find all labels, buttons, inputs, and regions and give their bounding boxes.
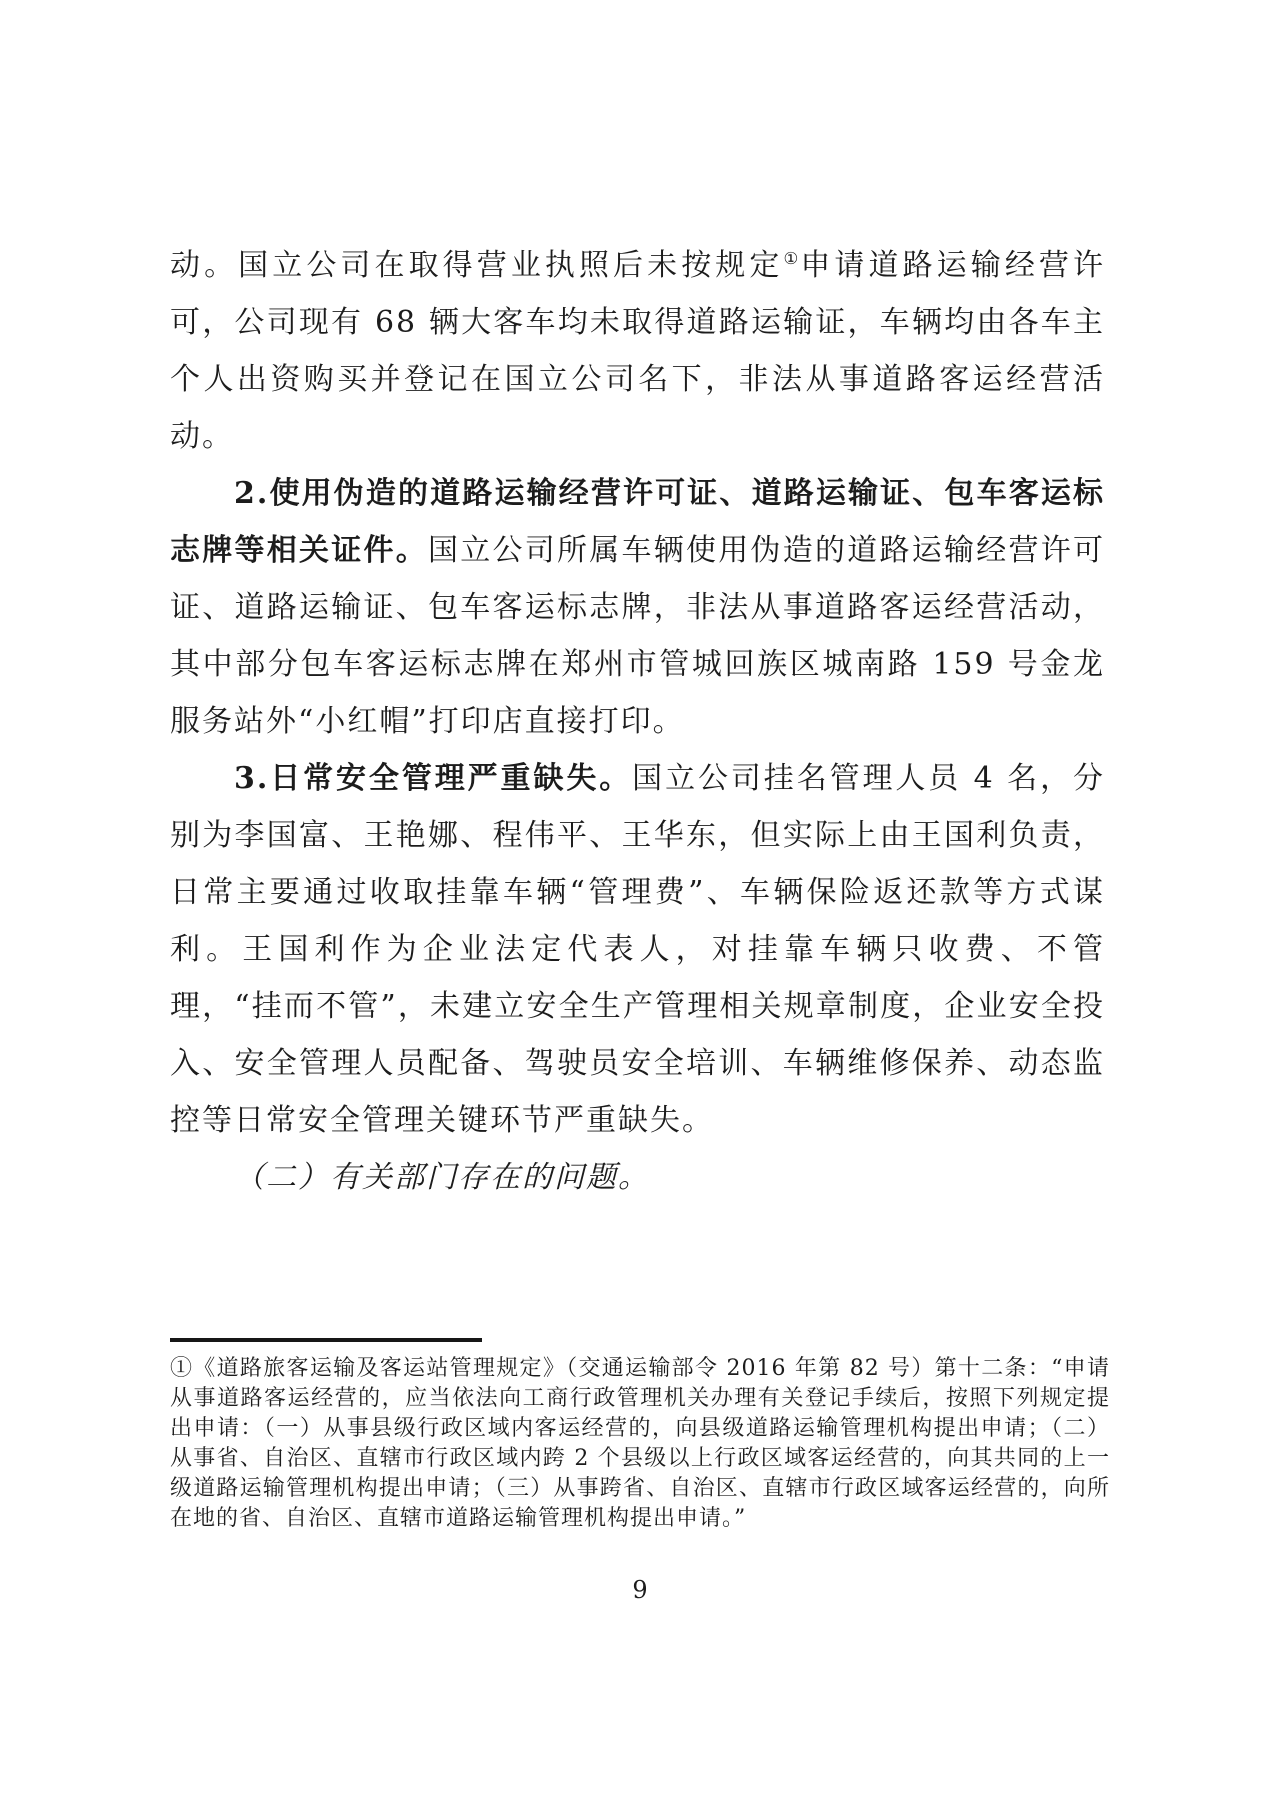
- footnote-area: [170, 1338, 1110, 1534]
- para-item-3: [170, 750, 1105, 1149]
- text-segment: 动。国立公司在取得营业执照后未按规定: [170, 248, 784, 283]
- document-body: [170, 237, 1105, 1206]
- footnote-divider: [170, 1338, 482, 1342]
- text-segment: 3.日常安全管理严重缺失。: [234, 761, 633, 796]
- text-segment: 申请道路运输经营许可，公司现有 68 辆大客车均未取得道路运输证，车辆均由各车主个人出资购买并登记在国立公司名下，非法从事道路客运经营活动。: [170, 248, 1105, 454]
- footnote-reference-marker: ①: [783, 249, 801, 268]
- text-segment: 2.使用伪造的道路运输经营许可证、道路运输证、包车客运标志牌等相关证件。: [170, 476, 1105, 568]
- para-continuation: [170, 237, 1105, 465]
- text-segment: （二）有关部门存在的问题。: [234, 1160, 650, 1195]
- text-segment: 国立公司所属车辆使用伪造的道路运输经营许可证、道路运输证、包车客运标志牌，非法从事道路客运经营活动，其中部分包车客运标志牌在郑州市管城回族区城南路 159 号金龙服务站外“小红帽”打印店直接打印。: [170, 533, 1105, 739]
- text-segment: 国立公司挂名管理人员 4 名，分别为李国富、王艳娜、程伟平、王华东，但实际上由王国利负责，日常主要通过收取挂靠车辆“管理费”、车辆保险返还款等方式谋利。王国利作为企业法定代表人，对挂靠车辆只收费、不管理，“挂而不管”，未建立安全生产管理相关规章制度，企业安全投入、安全管理人员配备、驾驶员安全培训、车辆维修保养、动态监控等日常安全管理关键环节严重缺失。: [170, 761, 1105, 1138]
- para-item-2: [170, 465, 1105, 750]
- page-number: 9: [632, 1576, 648, 1604]
- para-subsection-heading: [170, 1149, 1105, 1206]
- footnote-text: ①《道路旅客运输及客运站管理规定》（交通运输部令 2016 年第 82 号）第十二条：“申请从事道路客运经营的，应当依法向工商行政管理机关办理有关登记手续后，按照下列规定提出申请：（一）从事县级行政区域内客运经营的，向县级道路运输管理机构提出申请；（二）从事省、自治区、直辖市行政区域内跨 2 个县级以上行政区域客运经营的，向其共同的上一级道路运输管理机构提出申请；（三）从事跨省、自治区、直辖市行政区域客运经营的，向所在地的省、自治区、直辖市道路运输管理机构提出申请。”: [170, 1356, 1110, 1531]
